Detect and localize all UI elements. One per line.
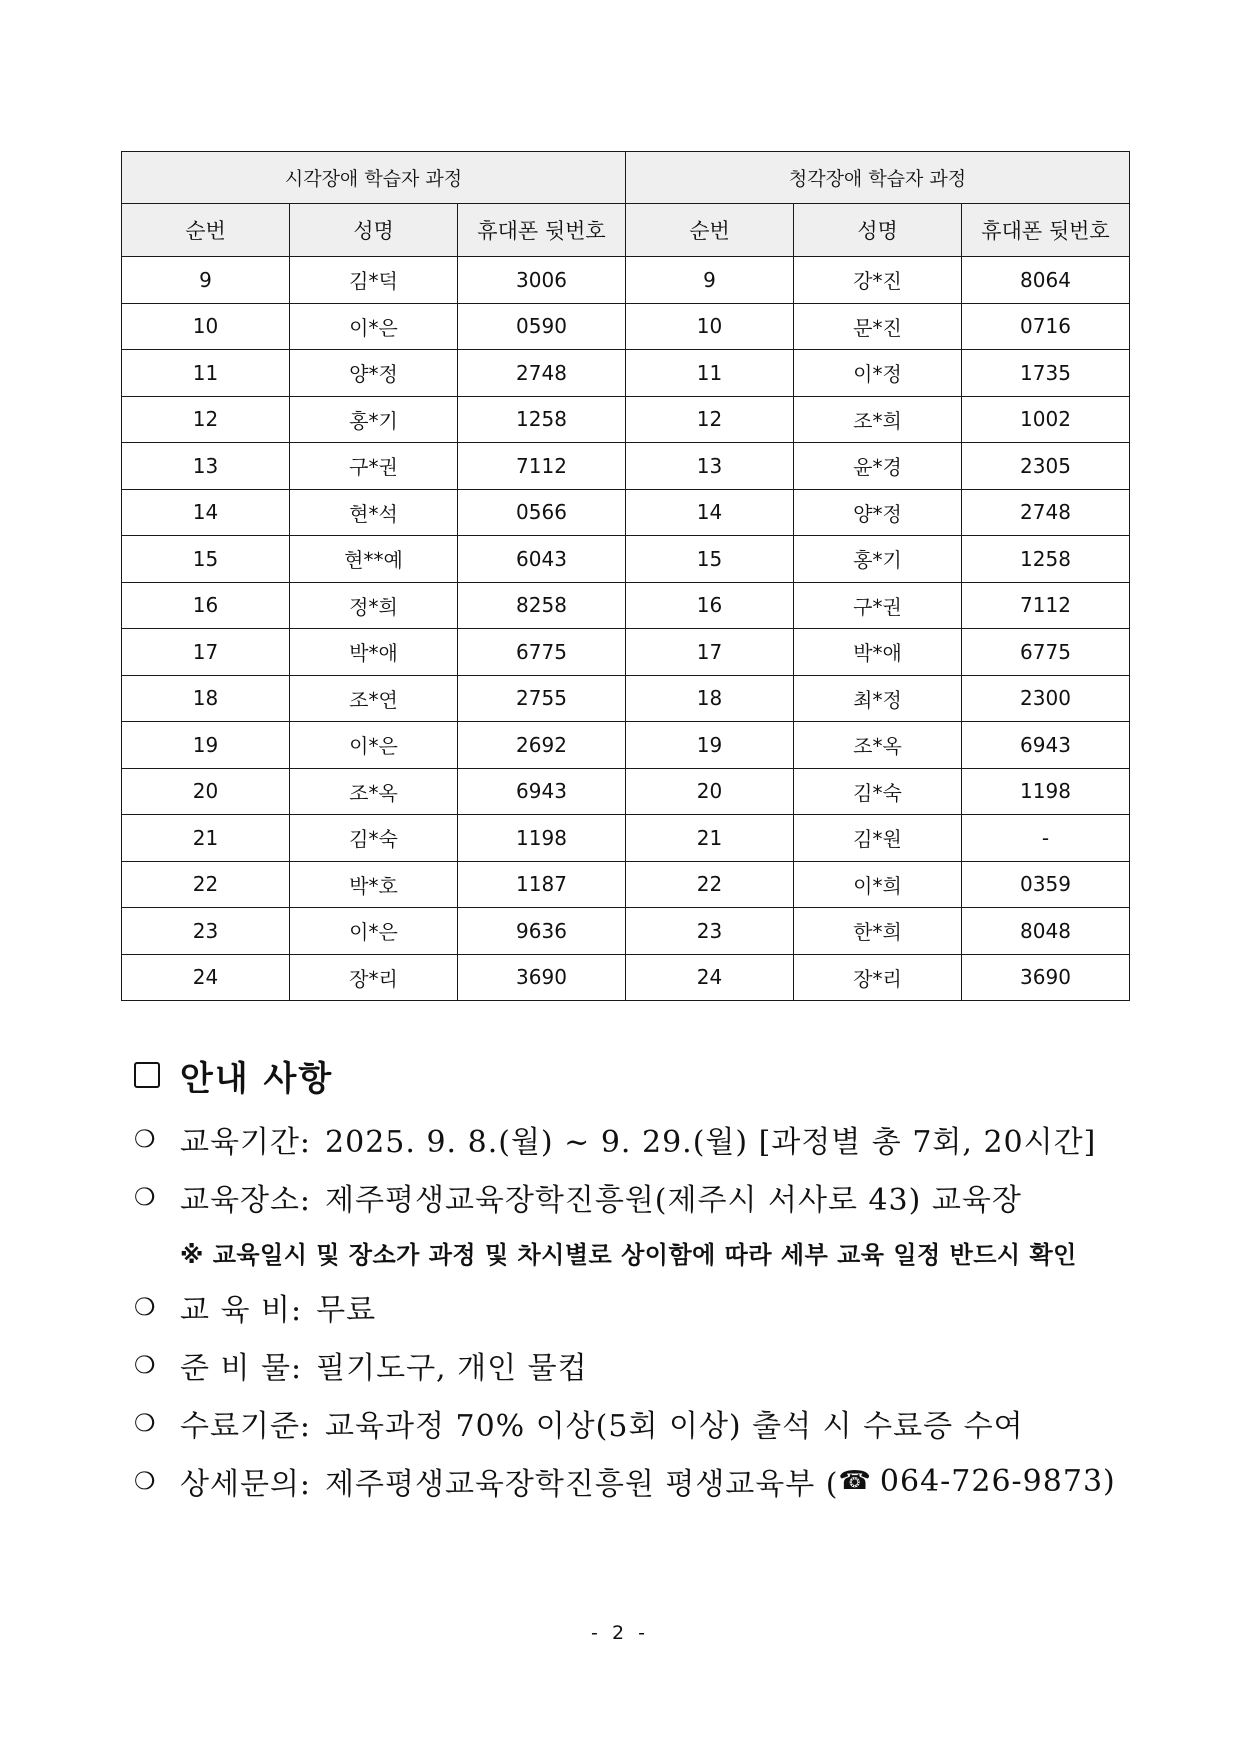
name-cell: 양*정 xyxy=(794,489,962,536)
circle-bullet-icon: ❍ xyxy=(134,1293,157,1321)
notice-item-period xyxy=(134,1110,1144,1168)
phone-suffix-cell: 6943 xyxy=(962,722,1130,769)
table-row xyxy=(122,536,1130,583)
name-cell: 박*호 xyxy=(290,861,458,908)
name-cell: 이*은 xyxy=(290,722,458,769)
seq-cell: 13 xyxy=(122,443,290,490)
name-cell: 홍*기 xyxy=(290,396,458,443)
phone-suffix-cell: 8064 xyxy=(962,257,1130,304)
phone-suffix-cell: 6043 xyxy=(458,536,626,583)
notice-item-completion xyxy=(134,1394,1144,1452)
phone-suffix-cell: 1258 xyxy=(458,396,626,443)
name-cell: 한*희 xyxy=(794,908,962,955)
column-header: 휴대폰 뒷번호 xyxy=(962,204,1130,257)
phone-suffix-cell: 2748 xyxy=(458,350,626,397)
seq-cell: 14 xyxy=(122,489,290,536)
seq-cell: 21 xyxy=(626,815,794,862)
phone-suffix-cell: 8258 xyxy=(458,582,626,629)
notice-item-inquiry xyxy=(134,1452,1144,1510)
table-row xyxy=(122,350,1130,397)
phone-suffix-cell: 3690 xyxy=(458,954,626,1001)
phone-suffix-cell: 7112 xyxy=(458,443,626,490)
notice-item-fee xyxy=(134,1278,1144,1336)
seq-cell: 20 xyxy=(626,768,794,815)
notice-value: 제주평생교육장학진흥원(제주시 서사로 43) 교육장 xyxy=(325,1183,1022,1218)
column-header: 순번 xyxy=(122,204,290,257)
table-row xyxy=(122,815,1130,862)
name-cell: 이*정 xyxy=(794,350,962,397)
seq-cell: 10 xyxy=(122,303,290,350)
phone-suffix-cell: 2748 xyxy=(962,489,1130,536)
seq-cell: 15 xyxy=(626,536,794,583)
phone-suffix-cell: 0566 xyxy=(458,489,626,536)
table-row xyxy=(122,443,1130,490)
notice-value: 무료 xyxy=(316,1293,377,1328)
seq-cell: 19 xyxy=(122,722,290,769)
circle-bullet-icon: ❍ xyxy=(134,1351,157,1379)
seq-cell: 20 xyxy=(122,768,290,815)
name-cell: 조*희 xyxy=(794,396,962,443)
name-cell: 김*숙 xyxy=(290,815,458,862)
name-cell: 박*애 xyxy=(794,629,962,676)
table-body xyxy=(122,257,1130,1001)
seq-cell: 12 xyxy=(122,396,290,443)
table-row xyxy=(122,489,1130,536)
seq-cell: 24 xyxy=(122,954,290,1001)
seq-cell: 15 xyxy=(122,536,290,583)
column-header: 휴대폰 뒷번호 xyxy=(458,204,626,257)
phone-icon: ☎ xyxy=(838,1466,872,1496)
seq-cell: 18 xyxy=(122,675,290,722)
page-number: - 2 - xyxy=(591,1622,649,1644)
seq-cell: 11 xyxy=(122,350,290,397)
table-group-header-row xyxy=(122,152,1130,204)
phone-suffix-cell: 2755 xyxy=(458,675,626,722)
column-header: 성명 xyxy=(290,204,458,257)
phone-suffix-cell: 1198 xyxy=(458,815,626,862)
name-cell: 장*리 xyxy=(290,954,458,1001)
notice-value: 2025. 9. 8.(월) ~ 9. 29.(월) [과정별 총 7회, 20시간] xyxy=(325,1125,1097,1160)
seq-cell: 9 xyxy=(122,257,290,304)
notice-label: 교육기간: xyxy=(180,1125,312,1160)
phone-suffix-cell: 6943 xyxy=(458,768,626,815)
seq-cell: 18 xyxy=(626,675,794,722)
circle-bullet-icon: ❍ xyxy=(134,1125,157,1153)
table-row xyxy=(122,722,1130,769)
name-cell: 정*희 xyxy=(290,582,458,629)
table-row xyxy=(122,629,1130,676)
name-cell: 구*권 xyxy=(290,443,458,490)
seq-cell: 19 xyxy=(626,722,794,769)
phone-suffix-cell: 6775 xyxy=(962,629,1130,676)
notice-item-supplies xyxy=(134,1336,1144,1394)
phone-suffix-cell: 2305 xyxy=(962,443,1130,490)
notice-schedule-note: ※ 교육일시 및 장소가 과정 및 차시별로 상이함에 따라 세부 교육 일정 반드시 확인 xyxy=(180,1240,1077,1269)
name-cell: 김*숙 xyxy=(794,768,962,815)
phone-suffix-cell: 7112 xyxy=(962,582,1130,629)
notice-label: 상세문의: xyxy=(180,1467,312,1502)
notice-heading-text: 안내 사항 xyxy=(180,1058,334,1099)
phone-suffix-cell: 1735 xyxy=(962,350,1130,397)
seq-cell: 10 xyxy=(626,303,794,350)
phone-suffix-cell: 1198 xyxy=(962,768,1130,815)
table-row xyxy=(122,303,1130,350)
notice-label: 교육장소: xyxy=(180,1183,312,1218)
table-row xyxy=(122,861,1130,908)
seq-cell: 12 xyxy=(626,396,794,443)
table-row xyxy=(122,954,1130,1001)
notice-heading xyxy=(134,1050,1144,1100)
name-cell: 조*옥 xyxy=(290,768,458,815)
name-cell: 최*정 xyxy=(794,675,962,722)
table-row xyxy=(122,257,1130,304)
seq-cell: 13 xyxy=(626,443,794,490)
seq-cell: 23 xyxy=(122,908,290,955)
name-cell: 조*옥 xyxy=(794,722,962,769)
name-cell: 이*은 xyxy=(290,908,458,955)
name-cell: 윤*경 xyxy=(794,443,962,490)
phone-number: 064-726-9873) xyxy=(879,1463,1116,1499)
phone-suffix-cell: 9636 xyxy=(458,908,626,955)
notice-label: 수료기준: xyxy=(180,1409,312,1444)
table-row xyxy=(122,396,1130,443)
name-cell: 양*정 xyxy=(290,350,458,397)
column-header: 순번 xyxy=(626,204,794,257)
name-cell: 조*연 xyxy=(290,675,458,722)
name-cell: 이*은 xyxy=(290,303,458,350)
name-cell: 문*진 xyxy=(794,303,962,350)
phone-suffix-cell: 6775 xyxy=(458,629,626,676)
seq-cell: 9 xyxy=(626,257,794,304)
table-row xyxy=(122,768,1130,815)
notice-value: 필기도구, 개인 물컵 xyxy=(316,1351,588,1386)
seq-cell: 16 xyxy=(626,582,794,629)
seq-cell: 11 xyxy=(626,350,794,397)
table-row xyxy=(122,582,1130,629)
name-cell: 박*애 xyxy=(290,629,458,676)
notice-value: 교육과정 70% 이상(5회 이상) 출석 시 수료증 수여 xyxy=(325,1409,1024,1444)
seq-cell: 22 xyxy=(626,861,794,908)
seq-cell: 21 xyxy=(122,815,290,862)
name-cell: 강*진 xyxy=(794,257,962,304)
notice-value: 제주평생교육장학진흥원 평생교육부 ( xyxy=(325,1467,839,1502)
group-header-hearing: 청각장애 학습자 과정 xyxy=(626,152,1130,204)
circle-bullet-icon: ❍ xyxy=(134,1467,157,1495)
phone-suffix-cell: 0359 xyxy=(962,861,1130,908)
column-header: 성명 xyxy=(794,204,962,257)
table-row xyxy=(122,675,1130,722)
name-cell: 장*리 xyxy=(794,954,962,1001)
circle-bullet-icon: ❍ xyxy=(134,1409,157,1437)
name-cell: 김*원 xyxy=(794,815,962,862)
name-cell: 홍*기 xyxy=(794,536,962,583)
seq-cell: 23 xyxy=(626,908,794,955)
phone-suffix-cell: 1002 xyxy=(962,396,1130,443)
seq-cell: 17 xyxy=(626,629,794,676)
circle-bullet-icon: ❍ xyxy=(134,1183,157,1211)
seq-cell: 24 xyxy=(626,954,794,1001)
name-cell: 현*석 xyxy=(290,489,458,536)
phone-suffix-cell: - xyxy=(962,815,1130,862)
phone-suffix-cell: 1187 xyxy=(458,861,626,908)
notice-label: 준 비 물: xyxy=(180,1351,303,1386)
seq-cell: 22 xyxy=(122,861,290,908)
phone-suffix-cell: 3690 xyxy=(962,954,1130,1001)
name-cell: 김*덕 xyxy=(290,257,458,304)
notice-label: 교 육 비: xyxy=(180,1293,303,1328)
group-header-visual: 시각장애 학습자 과정 xyxy=(122,152,626,204)
participant-table xyxy=(121,151,1130,1001)
phone-suffix-cell: 3006 xyxy=(458,257,626,304)
phone-suffix-cell: 2300 xyxy=(962,675,1130,722)
seq-cell: 16 xyxy=(122,582,290,629)
phone-suffix-cell: 1258 xyxy=(962,536,1130,583)
notice-item-place xyxy=(134,1168,1144,1226)
table-row xyxy=(122,908,1130,955)
seq-cell: 14 xyxy=(626,489,794,536)
table-column-header-row xyxy=(122,204,1130,257)
checkbox-square-icon xyxy=(134,1062,160,1088)
notice-section xyxy=(134,1050,1144,1510)
seq-cell: 17 xyxy=(122,629,290,676)
phone-suffix-cell: 2692 xyxy=(458,722,626,769)
phone-suffix-cell: 8048 xyxy=(962,908,1130,955)
name-cell: 이*희 xyxy=(794,861,962,908)
name-cell: 현**예 xyxy=(290,536,458,583)
name-cell: 구*권 xyxy=(794,582,962,629)
phone-suffix-cell: 0590 xyxy=(458,303,626,350)
phone-suffix-cell: 0716 xyxy=(962,303,1130,350)
